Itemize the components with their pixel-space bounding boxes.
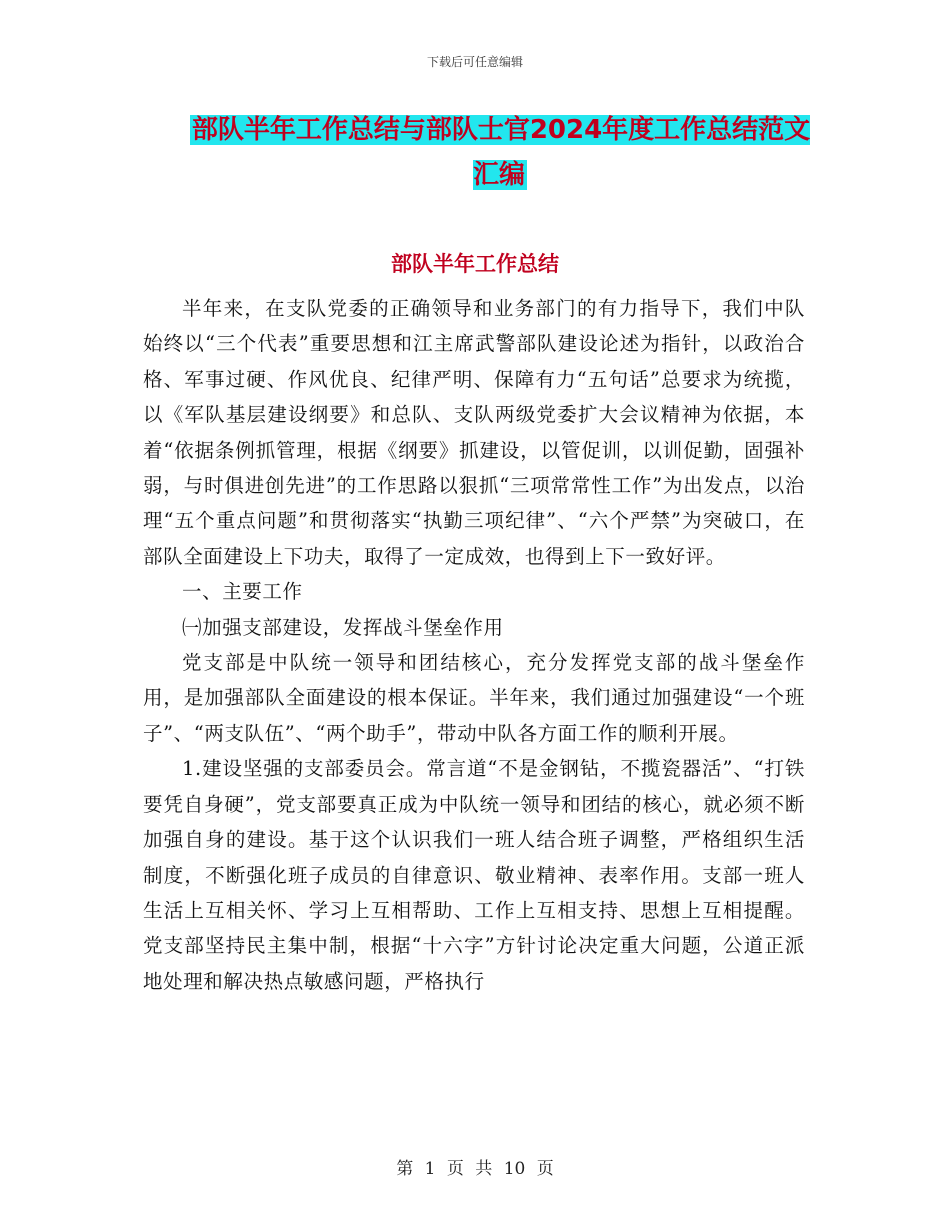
subheading-party-branch: ㈠加强支部建设，发挥战斗堡垒作用 [182,615,504,639]
document-title-text: 部队半年工作总结与部队士官2024年度工作总结范文汇编 [191,115,811,190]
paragraph-intro: 半年来，在支队党委的正确领导和业务部门的有力指导下，我们中队始终以“三个代表”重要思想和江主席武警部队建设论述为指针，以政治合格、军事过硬、作风优良、纪律严明、保障有力“五句话”总要求为统揽，以《军队基层建设纲要》和总队、支队两级党委扩大会议精神为依据，本着“依据条例抓管理，根据《纲要》抓建设，以管促训，以训促勤，固强补弱，与时俱进创先进”的工作思路以狠抓“三项常常性工作”为出发点，以治理“五个重点问题”和贯彻落实“执勤三项纪律”、“六个严禁”为突破口，在部队全面建设上下功夫，取得了一定成效，也得到上下一致好评。 [143,297,805,568]
document-title [180,108,820,198]
section-title: 部队半年工作总结 [391,252,559,276]
header-note: 下载后可任意编辑 [426,55,523,69]
document-body [143,291,805,999]
paragraph-party-branch: 党支部是中队统一领导和团结核心，充分发挥党支部的战斗堡垒作用，是加强部队全面建设的根本保证。半年来，我们通过加强建设“一个班子”、“两支队伍”、“两个助手”，带动中队各方面工作的顺利开展。 [143,651,805,745]
paragraph-committee: 1.建设坚强的支部委员会。常言道“不是金钢钻，不揽瓷器活”、“打铁要凭自身硬”，党支部要真正成为中队统一领导和团结的核心，就必须不断加强自身的建设。基于这个认识我们一班人结合班子调整，严格组织生活制度，不断强化班子成员的自律意识、敬业精神、表率作用。支部一班人生活上互相关怀、学习上互相帮助、工作上互相支持、思想上互相提醒。党支部坚持民主集中制，根据“十六字”方针讨论决定重大问题，公道正派地处理和解决热点敏感问题，严格执行 [143,757,805,993]
page-indicator: 第 1 页 共 10 页 [396,1159,554,1179]
heading-main-work: 一、主要工作 [182,580,303,604]
